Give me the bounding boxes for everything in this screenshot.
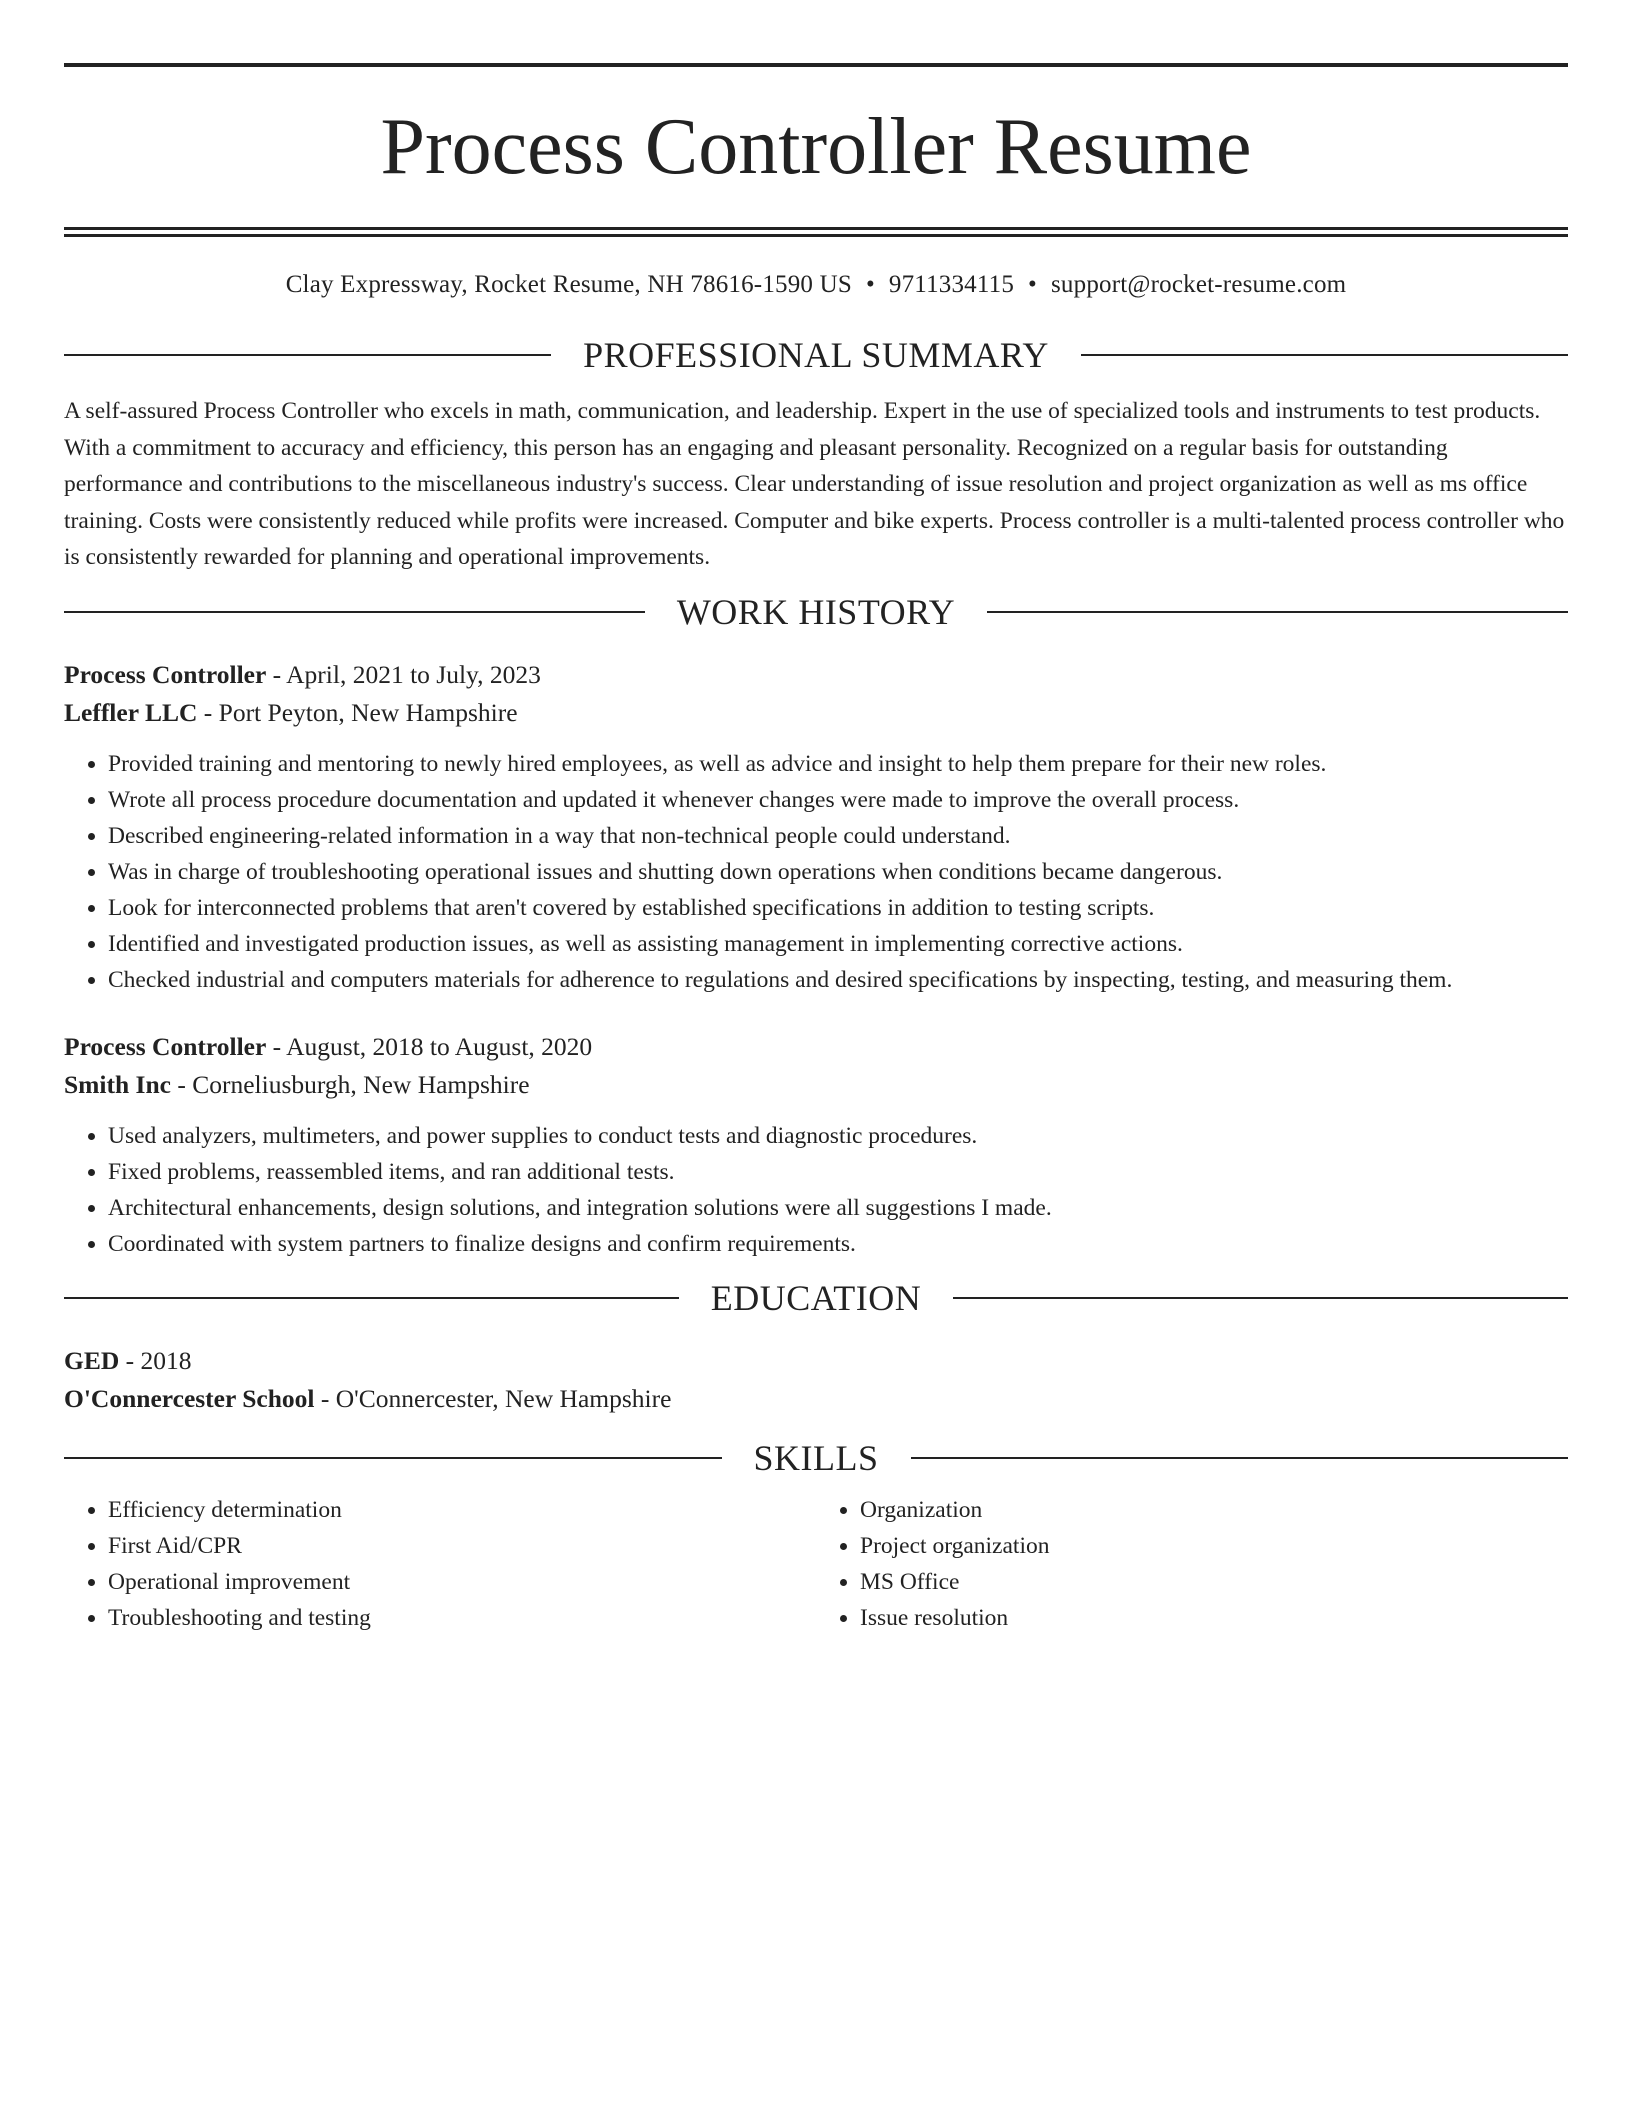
list-item: • Efficiency determination (108, 1492, 816, 1528)
heading-rule (64, 611, 645, 613)
job-bullets (64, 1118, 1568, 1262)
resume-page (64, 63, 1568, 1636)
page-title: Process Controller Resume (380, 103, 1252, 191)
job-location: - Corneliusburgh, New Hampshire (170, 1069, 530, 1099)
list-item: • Operational improvement (108, 1564, 816, 1600)
skills-list (64, 1492, 1568, 1636)
list-item: • Project organization (860, 1528, 1568, 1564)
heading-rule (911, 1457, 1569, 1459)
contact-separator: • (865, 271, 875, 298)
list-item: • Identified and investigated production issues, as well as assisting management in implementing corrective actions. (108, 926, 1568, 962)
skills-section-heading (64, 1436, 1568, 1480)
list-item: • Wrote all process procedure documentation and updated it whenever changes were made to improve the overall process. (108, 782, 1568, 818)
list-item: • MS Office (860, 1564, 1568, 1600)
education-school: O'Connercester School (64, 1383, 315, 1413)
job-dates: - August, 2018 to August, 2020 (266, 1031, 593, 1061)
heading-rule (953, 1297, 1568, 1299)
heading-rule (64, 354, 551, 356)
summary-heading-label: PROFESSIONAL SUMMARY (583, 335, 1049, 375)
skills-heading-label: SKILLS (753, 1437, 879, 1478)
list-item: • Issue resolution (860, 1600, 1568, 1636)
job-entry (64, 656, 1568, 998)
summary-section-heading (64, 333, 1568, 377)
list-item: • Troubleshooting and testing (108, 1600, 816, 1636)
contact-line (64, 271, 1568, 299)
skills-column-left (64, 1492, 816, 1636)
work-section-heading (64, 590, 1568, 634)
list-item: • Used analyzers, multimeters, and power supplies to conduct tests and diagnostic procedures. (108, 1118, 1568, 1154)
education-section-heading (64, 1276, 1568, 1320)
top-rule (64, 63, 1568, 67)
work-heading-label: WORK HISTORY (676, 591, 956, 632)
list-item: • Architectural enhancements, design solutions, and integration solutions were all suggestions I made. (108, 1190, 1568, 1226)
job-bullets (64, 746, 1568, 998)
skills-column-right (816, 1492, 1568, 1636)
job-title: Process Controller (64, 659, 267, 689)
heading-rule (987, 611, 1568, 613)
contact-phone: 9711334115 (888, 271, 1015, 298)
job-dates: - April, 2021 to July, 2023 (266, 659, 541, 689)
job-title-line (64, 656, 1568, 694)
job-title-line (64, 1028, 1568, 1066)
education-location: - O'Connercester, New Hampshire (314, 1383, 672, 1413)
job-title: Process Controller (64, 1031, 267, 1061)
heading-rule (64, 1457, 722, 1459)
job-company: Smith Inc (64, 1069, 171, 1099)
list-item: • Look for interconnected problems that aren't covered by established specifications in addition to testing scripts. (108, 890, 1568, 926)
summary-text: A self-assured Process Controller who excels in math, communication, and leadership. Expert in the use of specialized tools and instruments to test products. With a commitment to accuracy and efficiency, this person has an engaging and pleasant personality. Recognized on a regular basis for outstanding performance and contributions to the miscellaneous industry's success. Clear understanding of issue resolution and project organization as well as ms office training. Costs were consistently reduced while profits were increased. Computer and bike experts. Process controller is a multi-talented process controller who is consistently rewarded for planning and operational improvements. (64, 398, 1565, 570)
list-item: • Organization (860, 1492, 1568, 1528)
job-company-line (64, 694, 1568, 732)
list-item: • Provided training and mentoring to newly hired employees, as well as advice and insight to help them prepare for their new roles. (108, 746, 1568, 782)
list-item: • Described engineering-related information in a way that non-technical people could understand. (108, 818, 1568, 854)
job-company-line (64, 1066, 1568, 1104)
contact-email: support@rocket-resume.com (1051, 271, 1347, 298)
heading-rule (64, 1297, 679, 1299)
job-location: - Port Peyton, New Hampshire (197, 697, 518, 727)
heading-rule (1081, 354, 1568, 356)
education-entry (64, 1342, 1568, 1418)
education-school-line (64, 1380, 1568, 1418)
list-item: • First Aid/CPR (108, 1528, 816, 1564)
education-heading-label: EDUCATION (710, 1277, 922, 1318)
title-double-rule (64, 227, 1568, 237)
education-year: - 2018 (119, 1345, 192, 1375)
list-item: • Checked industrial and computers materials for adherence to regulations and desired specifications by inspecting, testing, and measuring them. (108, 962, 1568, 998)
education-degree-line (64, 1342, 1568, 1380)
list-item: • Fixed problems, reassembled items, and ran additional tests. (108, 1154, 1568, 1190)
contact-address: Clay Expressway, Rocket Resume, NH 78616-1590 US (285, 271, 852, 298)
job-company: Leffler LLC (64, 697, 198, 727)
education-degree: GED (64, 1345, 120, 1375)
contact-separator: • (1028, 271, 1037, 298)
job-entry (64, 1028, 1568, 1262)
list-item: • Coordinated with system partners to finalize designs and confirm requirements. (108, 1226, 1568, 1262)
list-item: • Was in charge of troubleshooting operational issues and shutting down operations when conditions became dangerous. (108, 854, 1568, 890)
